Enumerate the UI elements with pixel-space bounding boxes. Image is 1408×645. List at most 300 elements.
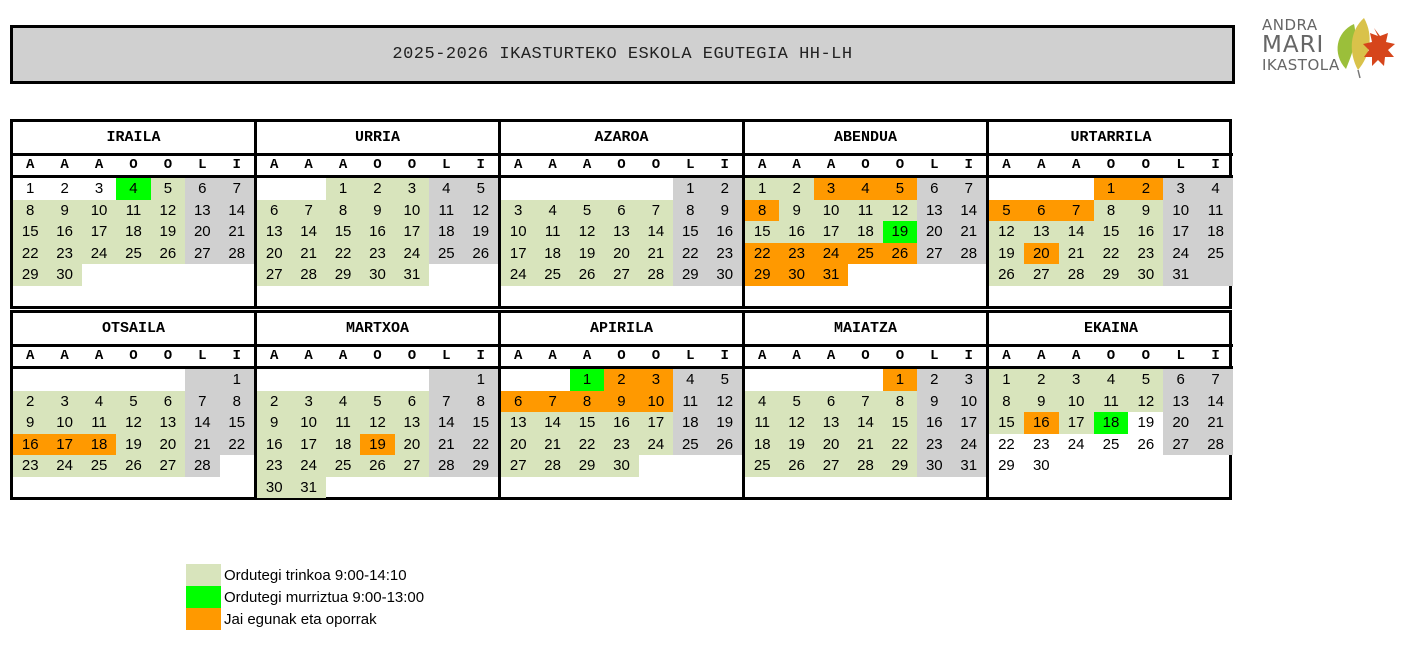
day-cell: 10	[952, 391, 986, 413]
day-cell: 3	[501, 200, 535, 222]
empty-cell	[604, 178, 638, 200]
day-cell: 6	[395, 391, 429, 413]
day-cell: 19	[116, 434, 150, 456]
day-cell: 23	[360, 243, 394, 265]
month-name: IRAILA	[13, 122, 254, 156]
day-cell: 17	[814, 221, 848, 243]
day-cell: 9	[47, 200, 81, 222]
weekday-label: O	[407, 348, 417, 364]
day-cell: 10	[291, 412, 325, 434]
day-cell: 11	[1198, 200, 1233, 222]
day-cell: 9	[1128, 200, 1163, 222]
day-cell: 7	[220, 178, 254, 200]
month-name: URRIA	[257, 122, 498, 156]
week-row	[989, 243, 1233, 265]
legend-item	[186, 586, 424, 608]
day-cell: 12	[989, 221, 1024, 243]
day-cell: 28	[952, 243, 986, 265]
day-cell: 2	[708, 178, 742, 200]
week-row	[13, 243, 254, 265]
day-cell: 21	[535, 434, 569, 456]
day-cell: 16	[360, 221, 394, 243]
weekday-label: A	[270, 157, 279, 173]
weekday-label: O	[129, 348, 138, 364]
day-cell: 1	[883, 369, 917, 391]
day-cell: 23	[13, 455, 47, 477]
day-cell: 14	[1198, 391, 1233, 413]
day-cell: 4	[535, 200, 569, 222]
empty-cell	[82, 264, 116, 286]
day-cell: 16	[1128, 221, 1163, 243]
day-cell: 11	[82, 412, 116, 434]
day-cell: 22	[989, 434, 1024, 456]
day-cell: 2	[13, 391, 47, 413]
day-cell: 24	[395, 243, 429, 265]
month-name: URTARRILA	[989, 122, 1233, 156]
day-cell: 2	[1024, 369, 1059, 391]
day-cell: 15	[570, 412, 604, 434]
month-iraila	[13, 122, 257, 306]
weekday-label: I	[476, 348, 485, 364]
day-cell: 14	[952, 200, 986, 222]
week-row	[989, 434, 1233, 456]
empty-cell	[501, 178, 535, 200]
day-cell: 31	[291, 477, 325, 499]
week-row	[257, 243, 498, 265]
weekday-label: I	[964, 157, 973, 173]
week-row	[257, 412, 498, 434]
weekday-label: L	[686, 157, 695, 173]
day-cell: 26	[989, 264, 1024, 286]
weekday-label: A	[1071, 157, 1081, 173]
empty-cell	[639, 455, 673, 477]
empty-cell	[185, 369, 219, 391]
empty-cell	[47, 369, 81, 391]
week-row	[257, 369, 498, 391]
leaves-icon	[1324, 14, 1402, 80]
weekday-label: A	[304, 157, 313, 173]
weekday-label: O	[861, 157, 870, 173]
day-cell: 29	[989, 455, 1024, 477]
day-cell: 12	[360, 412, 394, 434]
day-cell: 23	[779, 243, 813, 265]
weekday-label: L	[930, 348, 939, 364]
month-abendua	[745, 122, 989, 306]
day-cell: 17	[1163, 221, 1198, 243]
weekday-label: O	[129, 157, 138, 173]
day-cell: 6	[814, 391, 848, 413]
day-cell: 3	[814, 178, 848, 200]
week-row	[501, 200, 742, 222]
day-cell: 23	[708, 243, 742, 265]
weekday-label: O	[895, 348, 905, 364]
weekday-label: O	[895, 157, 905, 173]
day-cell: 26	[883, 243, 917, 265]
logo-line-2: MARI	[1262, 32, 1325, 58]
day-cell: 15	[989, 412, 1024, 434]
legend-item	[186, 564, 424, 586]
week-row	[745, 178, 986, 200]
week-row	[257, 477, 498, 499]
day-cell: 7	[429, 391, 463, 413]
weekday-label: A	[26, 157, 35, 173]
month-martxoa	[257, 313, 501, 497]
day-cell: 17	[639, 412, 673, 434]
day-cell: 29	[326, 264, 360, 286]
weekday-label: L	[930, 157, 939, 173]
empty-cell	[116, 264, 150, 286]
day-cell: 23	[1128, 243, 1163, 265]
month-name: APIRILA	[501, 313, 742, 347]
day-cell: 18	[326, 434, 360, 456]
day-cell: 25	[848, 243, 882, 265]
day-cell: 19	[708, 412, 742, 434]
day-cell: 9	[257, 412, 291, 434]
day-cell: 16	[257, 434, 291, 456]
week-row	[13, 369, 254, 391]
day-cell: 7	[639, 200, 673, 222]
month-name: MAIATZA	[745, 313, 986, 347]
day-cell: 22	[570, 434, 604, 456]
empty-cell	[116, 369, 150, 391]
day-cell: 15	[326, 221, 360, 243]
week-row	[13, 200, 254, 222]
day-cell: 16	[47, 221, 81, 243]
day-cell: 14	[291, 221, 325, 243]
day-cell: 8	[326, 200, 360, 222]
day-cell: 1	[989, 369, 1024, 391]
weekday-label: A	[26, 348, 35, 364]
day-cell: 11	[429, 200, 463, 222]
weekday-label: A	[826, 157, 836, 173]
day-cell: 29	[464, 455, 498, 477]
empty-cell	[82, 369, 116, 391]
day-cell: 22	[220, 434, 254, 456]
day-cell: 30	[917, 455, 951, 477]
day-cell: 29	[673, 264, 707, 286]
weekday-label: A	[514, 348, 523, 364]
week-row	[13, 412, 254, 434]
day-cell: 25	[535, 264, 569, 286]
day-cell: 17	[952, 412, 986, 434]
day-cell: 19	[360, 434, 394, 456]
day-cell: 9	[708, 200, 742, 222]
day-cell: 3	[1059, 369, 1094, 391]
empty-cell	[779, 369, 813, 391]
day-cell: 26	[151, 243, 185, 265]
month-name: MARTXOA	[257, 313, 498, 347]
week-row	[257, 221, 498, 243]
day-cell: 14	[639, 221, 673, 243]
weekday-label: O	[163, 348, 173, 364]
day-cell: 3	[952, 369, 986, 391]
day-cell: 6	[604, 200, 638, 222]
weekday-label: A	[60, 348, 69, 364]
empty-cell	[429, 264, 463, 286]
day-cell: 10	[395, 200, 429, 222]
day-cell: 25	[82, 455, 116, 477]
day-cell: 26	[360, 455, 394, 477]
weekday-label: A	[758, 157, 767, 173]
day-cell: 30	[779, 264, 813, 286]
day-cell: 9	[360, 200, 394, 222]
day-cell: 25	[326, 455, 360, 477]
week-row	[257, 434, 498, 456]
day-cell: 30	[47, 264, 81, 286]
weekday-label: A	[270, 348, 279, 364]
day-cell: 14	[848, 412, 882, 434]
day-cell: 26	[116, 455, 150, 477]
weekday-header	[501, 347, 742, 369]
weekday-header	[501, 156, 742, 178]
ikastola-logo	[1262, 14, 1402, 80]
logo-line-1: ANDRA	[1262, 16, 1318, 34]
day-cell: 19	[1128, 412, 1163, 434]
weekday-label: O	[373, 157, 382, 173]
day-cell: 11	[745, 412, 779, 434]
day-cell: 24	[1059, 434, 1094, 456]
empty-cell	[639, 178, 673, 200]
day-cell: 30	[1128, 264, 1163, 286]
day-cell: 20	[501, 434, 535, 456]
day-cell: 4	[116, 178, 150, 200]
day-cell: 30	[257, 477, 291, 499]
day-cell: 13	[185, 200, 219, 222]
day-cell: 4	[326, 391, 360, 413]
weekday-label: L	[1176, 157, 1185, 173]
day-cell: 11	[1094, 391, 1129, 413]
day-cell: 16	[917, 412, 951, 434]
day-cell: 18	[429, 221, 463, 243]
day-cell: 21	[291, 243, 325, 265]
day-cell: 22	[13, 243, 47, 265]
day-cell: 3	[47, 391, 81, 413]
empty-cell	[257, 178, 291, 200]
empty-cell	[989, 178, 1024, 200]
day-cell: 24	[814, 243, 848, 265]
day-cell: 5	[989, 200, 1024, 222]
day-cell: 27	[1024, 264, 1059, 286]
day-cell: 1	[13, 178, 47, 200]
day-cell: 20	[917, 221, 951, 243]
empty-cell	[501, 369, 535, 391]
day-cell: 3	[1163, 178, 1198, 200]
week-row	[989, 455, 1233, 477]
empty-cell	[1059, 455, 1094, 477]
day-cell: 10	[82, 200, 116, 222]
day-cell: 25	[116, 243, 150, 265]
day-cell: 27	[185, 243, 219, 265]
weekday-label: L	[1176, 348, 1185, 364]
empty-cell	[1128, 455, 1163, 477]
empty-cell	[220, 264, 254, 286]
weekday-label: O	[617, 157, 626, 173]
day-cell: 21	[1198, 412, 1233, 434]
weekday-label: O	[651, 157, 661, 173]
day-cell: 26	[570, 264, 604, 286]
empty-cell	[1163, 455, 1198, 477]
weekday-label: A	[1002, 157, 1011, 173]
day-cell: 27	[814, 455, 848, 477]
day-cell: 10	[1059, 391, 1094, 413]
legend-swatch-bright-green	[186, 586, 221, 608]
day-cell: 12	[570, 221, 604, 243]
weekday-label: O	[407, 157, 417, 173]
day-cell: 21	[429, 434, 463, 456]
weekday-label: A	[792, 348, 801, 364]
week-row	[745, 455, 986, 477]
day-cell: 28	[1059, 264, 1094, 286]
day-cell: 3	[395, 178, 429, 200]
day-cell: 29	[570, 455, 604, 477]
weekday-label: I	[964, 348, 973, 364]
day-cell: 14	[220, 200, 254, 222]
day-cell: 20	[604, 243, 638, 265]
day-cell: 5	[1128, 369, 1163, 391]
day-cell: 8	[745, 200, 779, 222]
day-cell: 3	[82, 178, 116, 200]
week-row	[989, 221, 1233, 243]
day-cell: 16	[779, 221, 813, 243]
day-cell: 14	[429, 412, 463, 434]
day-cell: 11	[116, 200, 150, 222]
day-cell: 15	[1094, 221, 1129, 243]
day-cell: 3	[639, 369, 673, 391]
weekday-header	[13, 347, 254, 369]
empty-cell	[326, 369, 360, 391]
empty-cell	[814, 369, 848, 391]
week-row	[257, 200, 498, 222]
weekday-label: I	[476, 157, 485, 173]
day-cell: 4	[1198, 178, 1233, 200]
day-cell: 26	[708, 434, 742, 456]
legend-label: Ordutegi trinkoa 9:00-14:10	[224, 566, 407, 584]
month-urtarrila	[989, 122, 1233, 306]
weekday-label: A	[758, 348, 767, 364]
month-name: EKAINA	[989, 313, 1233, 347]
day-cell: 15	[745, 221, 779, 243]
day-cell: 9	[1024, 391, 1059, 413]
week-row	[13, 391, 254, 413]
day-cell: 28	[220, 243, 254, 265]
week-row	[257, 178, 498, 200]
day-cell: 9	[13, 412, 47, 434]
day-cell: 13	[917, 200, 951, 222]
day-cell: 25	[673, 434, 707, 456]
day-cell: 11	[535, 221, 569, 243]
day-cell: 29	[745, 264, 779, 286]
day-cell: 29	[13, 264, 47, 286]
day-cell: 2	[1128, 178, 1163, 200]
weekday-header	[989, 347, 1233, 369]
day-cell: 9	[604, 391, 638, 413]
day-cell: 26	[779, 455, 813, 477]
day-cell: 14	[1059, 221, 1094, 243]
empty-cell	[326, 477, 360, 499]
empty-cell	[535, 178, 569, 200]
empty-cell	[745, 369, 779, 391]
calendar-title: 2025-2026 IKASTURTEKO ESKOLA EGUTEGIA HH-LH	[10, 25, 1235, 84]
day-cell: 19	[779, 434, 813, 456]
day-cell: 6	[151, 391, 185, 413]
week-row	[257, 264, 498, 286]
empty-cell	[464, 264, 498, 286]
legend-item	[186, 608, 424, 630]
empty-cell	[673, 455, 707, 477]
day-cell: 10	[47, 412, 81, 434]
day-cell: 22	[1094, 243, 1129, 265]
month-apirila	[501, 313, 745, 497]
day-cell: 22	[464, 434, 498, 456]
day-cell: 16	[13, 434, 47, 456]
day-cell: 16	[708, 221, 742, 243]
day-cell: 18	[745, 434, 779, 456]
empty-cell	[848, 369, 882, 391]
day-cell: 24	[82, 243, 116, 265]
week-row	[745, 391, 986, 413]
week-row	[989, 200, 1233, 222]
week-row	[745, 200, 986, 222]
month-name: OTSAILA	[13, 313, 254, 347]
empty-cell	[883, 264, 917, 286]
day-cell: 10	[1163, 200, 1198, 222]
day-cell: 13	[814, 412, 848, 434]
legend-swatch-green	[186, 564, 221, 586]
week-row	[745, 264, 986, 286]
day-cell: 8	[673, 200, 707, 222]
day-cell: 8	[464, 391, 498, 413]
day-cell: 16	[604, 412, 638, 434]
week-row	[501, 178, 742, 200]
day-cell: 28	[639, 264, 673, 286]
day-cell: 26	[464, 243, 498, 265]
day-cell: 10	[814, 200, 848, 222]
weekday-label: O	[1106, 348, 1116, 364]
day-cell: 10	[639, 391, 673, 413]
day-cell: 5	[151, 178, 185, 200]
day-cell: 24	[291, 455, 325, 477]
day-cell: 27	[257, 264, 291, 286]
empty-cell	[952, 264, 986, 286]
empty-cell	[1198, 455, 1233, 477]
legend-label: Jai egunak eta oporrak	[224, 610, 377, 628]
day-cell: 8	[220, 391, 254, 413]
empty-cell	[291, 369, 325, 391]
empty-cell	[220, 455, 254, 477]
day-cell: 5	[464, 178, 498, 200]
weekday-label: A	[792, 157, 801, 173]
day-cell: 16	[1024, 412, 1059, 434]
weekday-header	[745, 347, 986, 369]
day-cell: 25	[745, 455, 779, 477]
day-cell: 8	[1094, 200, 1129, 222]
day-cell: 7	[848, 391, 882, 413]
day-cell: 2	[360, 178, 394, 200]
day-cell: 27	[501, 455, 535, 477]
day-cell: 9	[917, 391, 951, 413]
day-cell: 11	[848, 200, 882, 222]
day-cell: 19	[464, 221, 498, 243]
day-cell: 18	[82, 434, 116, 456]
day-cell: 21	[952, 221, 986, 243]
weekday-label: I	[232, 348, 241, 364]
day-cell: 26	[1128, 434, 1163, 456]
day-cell: 7	[185, 391, 219, 413]
empty-cell	[535, 369, 569, 391]
day-cell: 18	[535, 243, 569, 265]
day-cell: 28	[848, 455, 882, 477]
day-cell: 1	[326, 178, 360, 200]
